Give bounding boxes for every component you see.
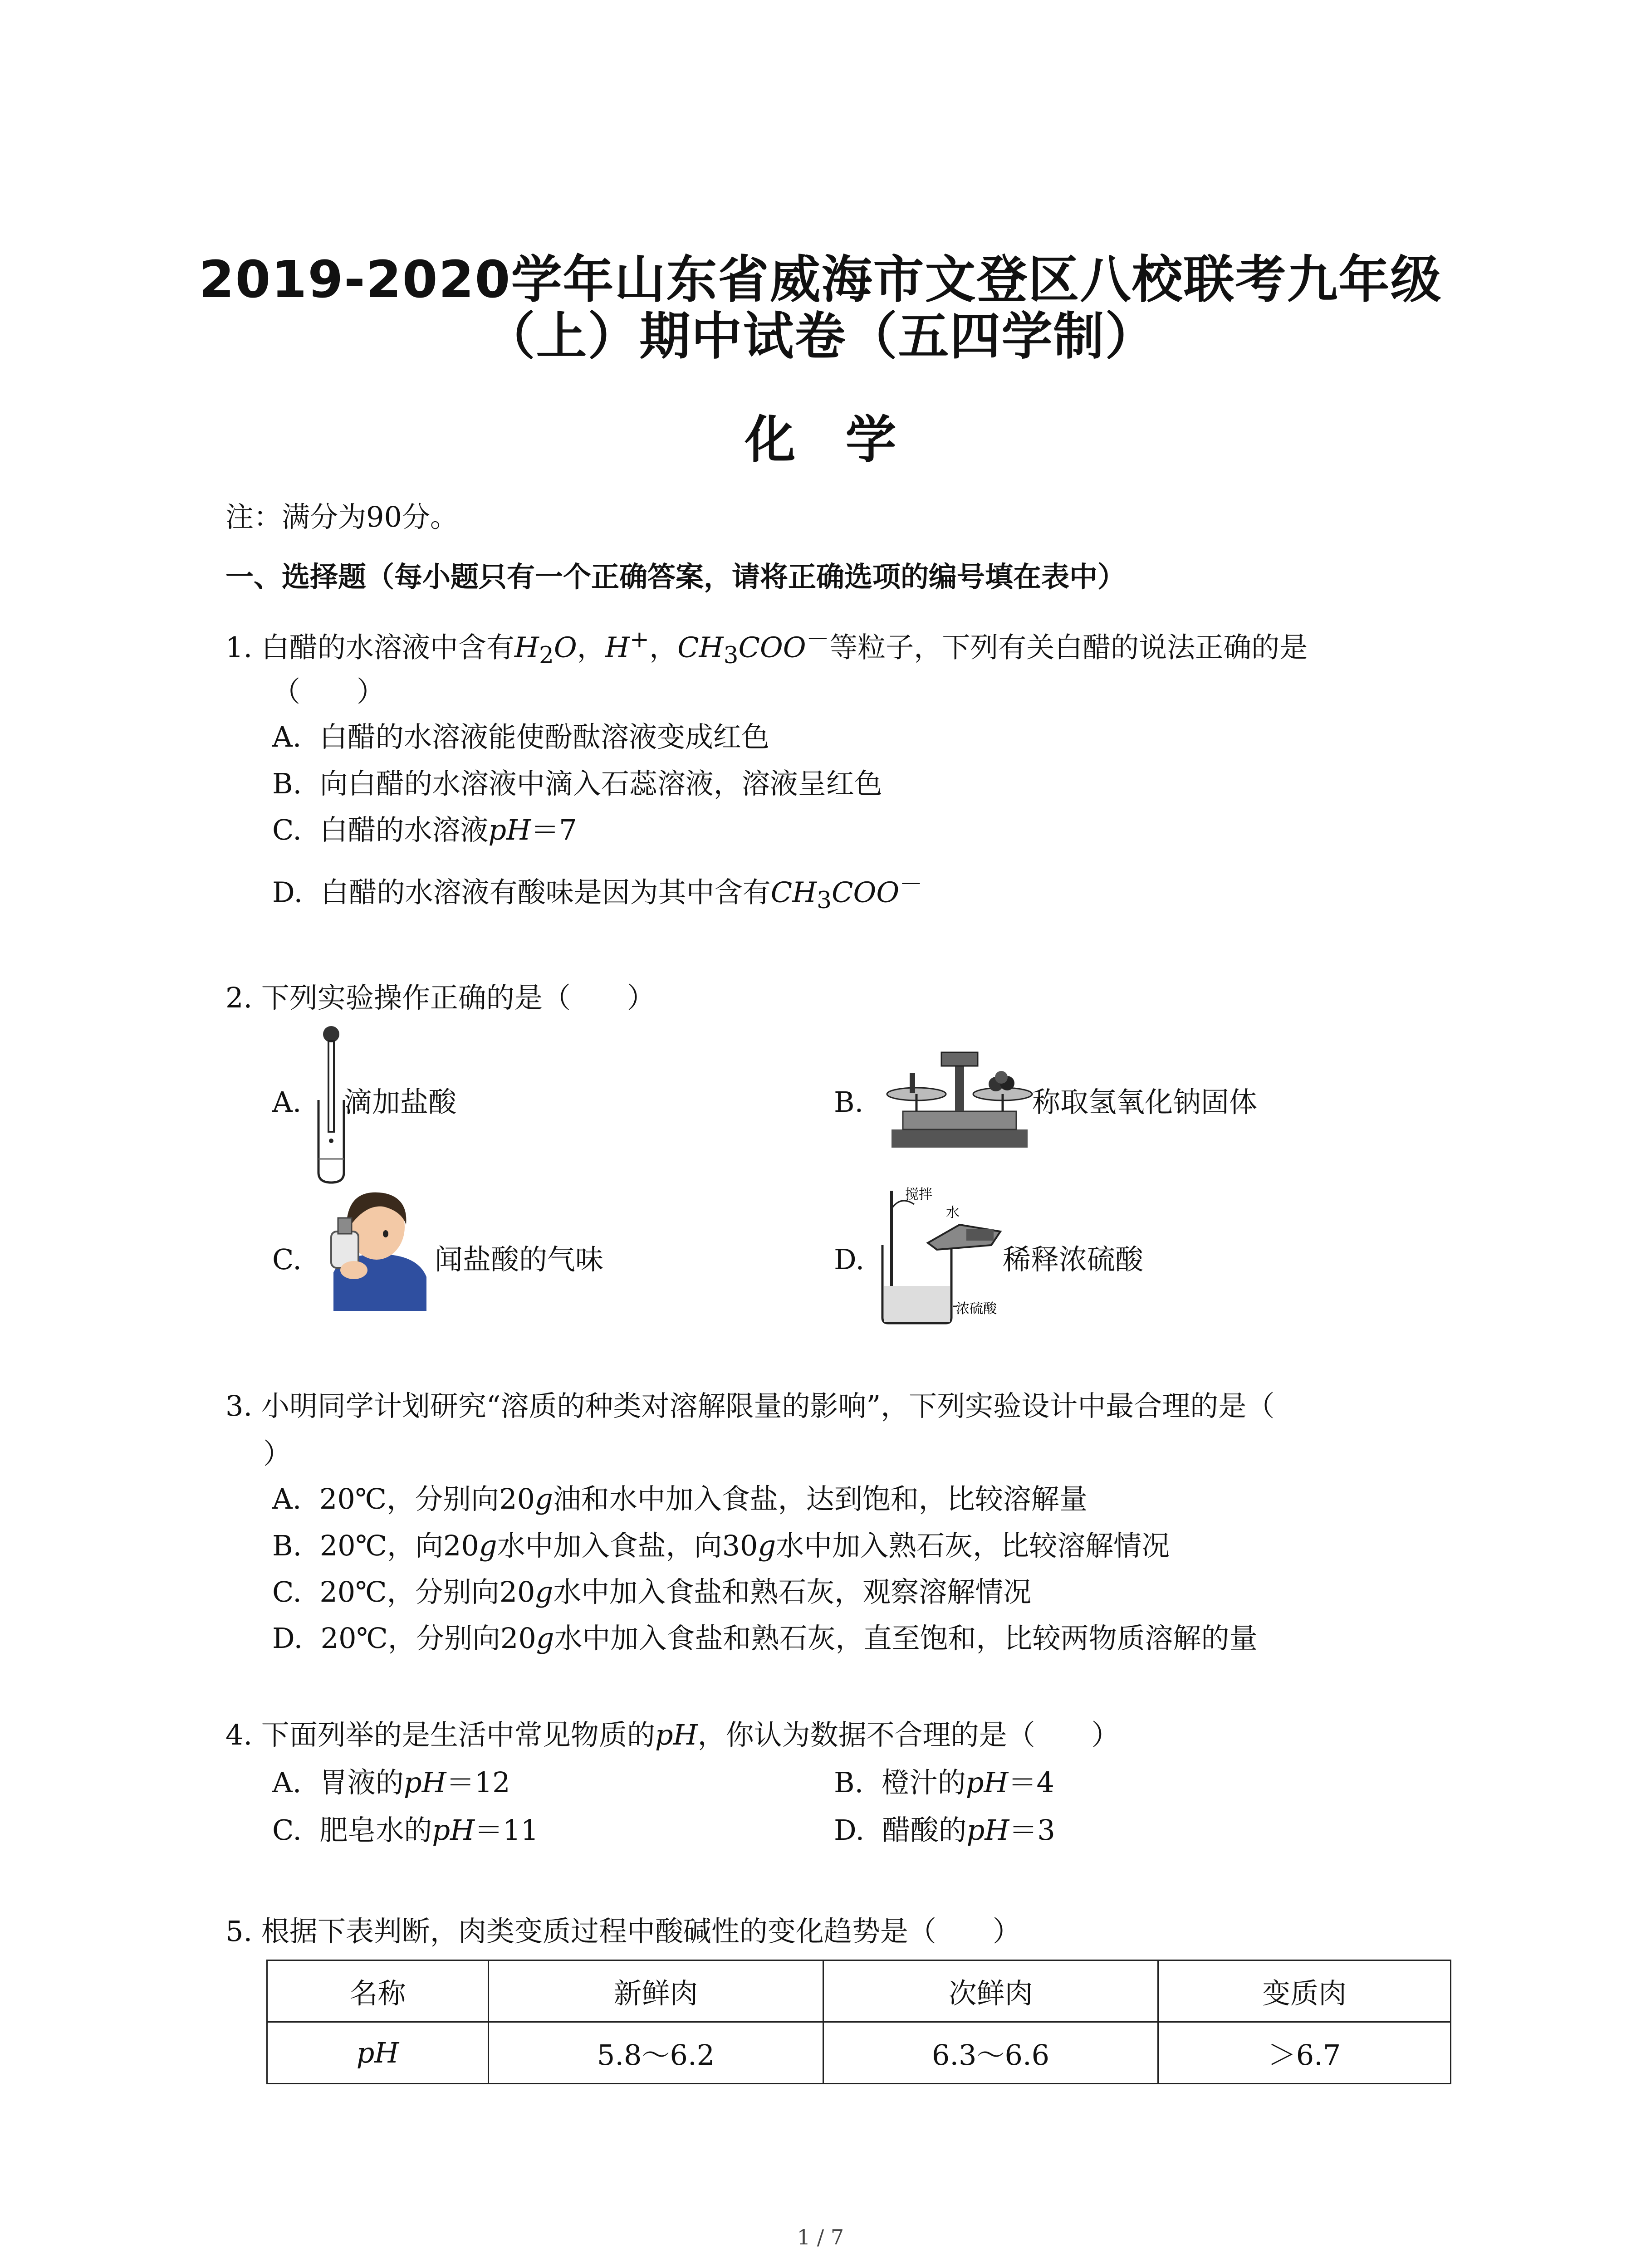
q3-paren: ） bbox=[263, 1437, 292, 1470]
q2-option-c-letter: C. bbox=[272, 1243, 302, 1276]
q1-stem: 1. 白醋的水溶液中含有$H_2O$，H+，$CH_3COO^-$等粒子，下列有关白醋的说法正确的是 bbox=[225, 626, 1308, 670]
q4-stem: 4. 下面列举的是生活中常见物质的pH，你认为数据不合理的是（ ） bbox=[225, 1718, 1120, 1751]
q1-option-b: B. 向白醋的水溶液中滴入石蕊溶液，溶液呈红色 bbox=[272, 767, 882, 800]
q2-option-b-letter: B. bbox=[834, 1085, 864, 1119]
q1-option-d: D. 白醋的水溶液有酸味是因为其中含有$CH_3COO^-$ bbox=[272, 871, 923, 914]
q2-option-d-text: 稀释浓硫酸 bbox=[1003, 1243, 1144, 1276]
table-header-less-fresh: 次鲜肉 bbox=[823, 1960, 1158, 2022]
score-note: 注：满分为90分。 bbox=[225, 500, 458, 533]
water-label: 水 bbox=[946, 1205, 960, 1221]
section-heading: 一、选择题（每小题只有一个正确答案，请将正确选项的编号填在表中） bbox=[225, 560, 1126, 593]
q3-stem: 3. 小明同学计划研究“溶质的种类对溶解限量的影响”，下列实验设计中最合理的是（ bbox=[225, 1389, 1275, 1422]
sulfuric-acid-label: 浓硫酸 bbox=[956, 1301, 997, 1317]
q4-option-d: D. 醋酸的pH＝3 bbox=[834, 1813, 1055, 1847]
q2-option-a-letter: A. bbox=[272, 1085, 302, 1119]
q1-option-c: C. 白醋的水溶液pH＝7 bbox=[272, 813, 577, 846]
table-row bbox=[267, 2022, 1451, 2084]
q2-option-d-letter: D. bbox=[834, 1243, 865, 1276]
table-cell-ph-label: pH bbox=[267, 2022, 489, 2084]
q3-option-a: A. 20℃，分别向20g油和水中加入食盐，达到饱和，比较溶解量 bbox=[272, 1482, 1087, 1515]
table-header-spoiled: 变质肉 bbox=[1158, 1960, 1451, 2022]
q1-option-a: A. 白醋的水溶液能使酚酞溶液变成红色 bbox=[272, 720, 769, 753]
q2-option-c-text: 闻盐酸的气味 bbox=[435, 1243, 604, 1276]
q3-option-d: D. 20℃，分别向20g水中加入食盐和熟石灰，直至饱和，比较两物质溶解的量 bbox=[272, 1622, 1258, 1655]
table-header-name: 名称 bbox=[267, 1960, 489, 2022]
q4-option-a: A. 胃液的pH＝12 bbox=[272, 1766, 510, 1799]
q4-option-c: C. 肥皂水的pH＝11 bbox=[272, 1813, 539, 1847]
q3-option-b: B. 20℃，向20g水中加入食盐，向30g水中加入熟石灰，比较溶解情况 bbox=[272, 1529, 1170, 1562]
table-cell-fresh: 5.8～6.2 bbox=[489, 2022, 823, 2084]
stir-label: 搅拌 bbox=[905, 1187, 932, 1202]
title-line-2: （上）期中试卷（五四学制） bbox=[484, 307, 1157, 366]
subject-title: 化学 bbox=[745, 411, 946, 469]
table-cell-less-fresh: 6.3～6.6 bbox=[823, 2022, 1158, 2084]
table-header-fresh: 新鲜肉 bbox=[489, 1960, 823, 2022]
title-line-1: 2019-2020学年山东省威海市文登区八校联考九年级 bbox=[199, 250, 1442, 309]
table-row bbox=[267, 1960, 1451, 2022]
person-smelling-figure bbox=[315, 1186, 433, 1311]
table-cell-spoiled: ＞6.7 bbox=[1158, 2022, 1451, 2084]
meat-ph-table bbox=[266, 1960, 1451, 2084]
q2-stem: 2. 下列实验操作正确的是（ ） bbox=[225, 981, 655, 1014]
q2-option-a-text: 滴加盐酸 bbox=[344, 1085, 457, 1119]
q5-stem: 5. 根据下表判断，肉类变质过程中酸碱性的变化趋势是（ ） bbox=[225, 1915, 1021, 1948]
q1-paren: （ ） bbox=[272, 675, 385, 708]
q2-option-b-text: 称取氢氧化钠固体 bbox=[1032, 1085, 1258, 1119]
balance-scale-figure bbox=[882, 1043, 1037, 1152]
q3-option-c: C. 20℃，分别向20g水中加入食盐和熟石灰，观察溶解情况 bbox=[272, 1575, 1032, 1608]
page-number: 1 / 7 bbox=[797, 2225, 844, 2249]
q4-option-b: B. 橙汁的pH＝4 bbox=[834, 1766, 1054, 1799]
